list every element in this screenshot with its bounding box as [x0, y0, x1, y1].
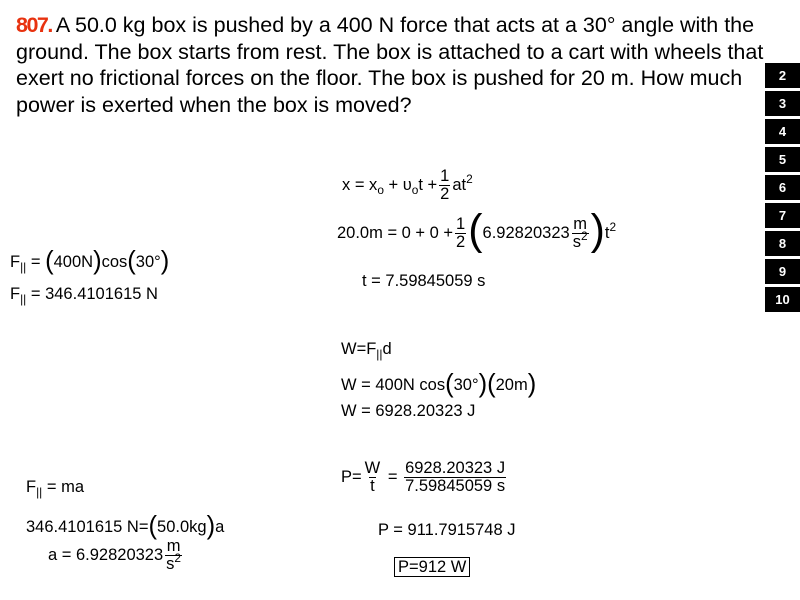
- slide-link-5[interactable]: 5: [765, 147, 800, 172]
- fpar-equation-2: $F_{||} = 346.4101615$ N: [10, 285, 158, 306]
- problem-text: A 50.0 kg box is pushed by a 400 N force that acts at a 30° angle with the ground. The box starts from rest. The box is attached to a cart with wheels that exert no frictional forces on the floor. The box is pushed for 20 m. How much power is exerted when the box is moved?: [16, 13, 764, 117]
- slide-link-4[interactable]: 4: [765, 119, 800, 144]
- kinematics-equation-3: t = 7.59845059 s: [362, 272, 486, 290]
- power-equation-1: P= $\frac{W}{t}$ = $\frac{6928.20323 J}{7.59845059 s}$: [341, 459, 506, 496]
- power-equation-2: P = 911.7915748 J: [378, 521, 516, 539]
- work-equation-3: W = 6928.20323 J: [341, 402, 476, 420]
- kinematics-equation-1: $x = x_o + \upsilon_ot$ + $\frac{1}{2}$ $at^2$: [342, 167, 473, 204]
- kinematics-equation-2: 20.0m = 0 + 0 + $\frac{1}{2}$ (6.92820323 $\frac{m}{s^2}$ )$t^2$: [337, 206, 617, 254]
- newton-equation-3: a = 6.92820323 $\frac{m}{s^2}$: [48, 537, 182, 574]
- problem-statement: [16, 12, 766, 118]
- fpar-equation-1: $F_{||} = (400N)\cos(30^\circ)$: [10, 247, 170, 275]
- work-equation-1: $W=F_{||}d$: [341, 340, 392, 361]
- slide-nav: [765, 63, 800, 315]
- slide-link-10[interactable]: 10: [765, 287, 800, 312]
- slide-link-2[interactable]: 2: [765, 63, 800, 88]
- newton-equation-2: 346.4101615 N=(50.0kg)a: [26, 512, 225, 540]
- slide-link-8[interactable]: 8: [765, 231, 800, 256]
- slide-link-3[interactable]: 3: [765, 91, 800, 116]
- final-answer: P=912 W: [394, 558, 470, 577]
- slide-link-9[interactable]: 9: [765, 259, 800, 284]
- newton-equation-1: $F_{||}$ = ma: [26, 478, 85, 499]
- slide-link-6[interactable]: 6: [765, 175, 800, 200]
- problem-number: 807.: [16, 13, 52, 37]
- slide-link-7[interactable]: 7: [765, 203, 800, 228]
- work-equation-2: W = 400N cos(30°)(20m): [341, 370, 537, 398]
